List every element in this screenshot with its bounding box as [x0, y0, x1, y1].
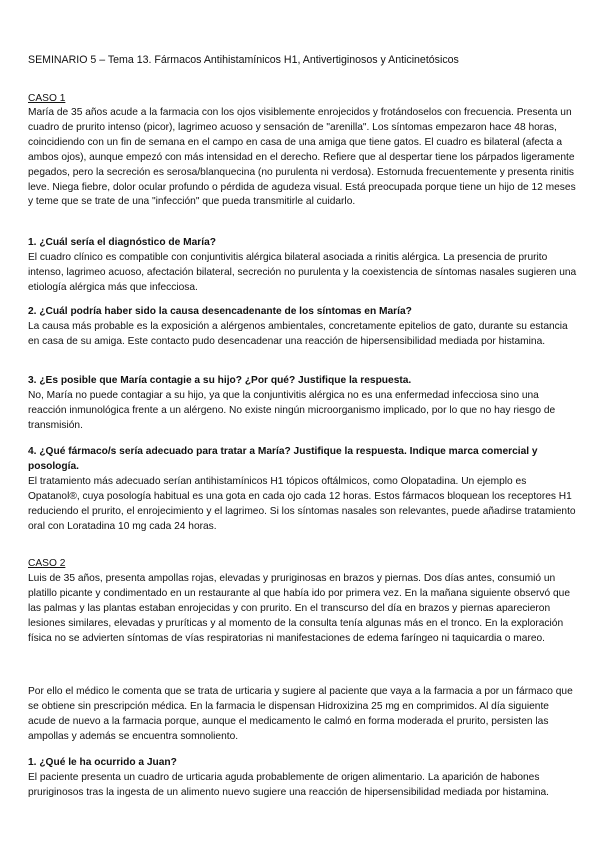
- case-1-heading: CASO 1: [28, 93, 66, 104]
- document-title: SEMINARIO 5 – Tema 13. Fármacos Antihistamínicos H1, Antivertiginosos y Anticinetósicos: [28, 54, 459, 66]
- case-2-heading: CASO 2: [28, 558, 66, 569]
- case-1-question-4: 4. ¿Qué fármaco/s sería adecuado para tratar a María? Justifique la respuesta. Indique marca comercial y posología.: [28, 446, 538, 472]
- case-2-intro-1: Luis de 35 años, presenta ampollas rojas, elevadas y pruriginosas en brazos y piernas. Dos días antes, consumió un platillo picante y condimentado en un restaurante al que había ido por primera vez. En la mañana siguiente observó que las palmas y las plantas estaban enrojecidas y con prurito. En el transcurso del día en brazos y piernas aparecieron lesiones similares, elevadas y pruríticas y al momento de la consulta tenía algunas más en el tronco. En la exploración física no se advierten síntomas de vías respiratorias ni manifestaciones de edema faríngeo ni taquicardia o mareo.: [28, 573, 570, 644]
- case-1-answer-1: El cuadro clínico es compatible con conjuntivitis alérgica bilateral asociada a rinitis alérgica. La presencia de prurito intenso, lagrimeo acuoso, afectación bilateral, secreción no purulenta y la coexistencia de síntomas nasales sugieren una etiología alérgica más que infecciosa.: [28, 252, 577, 293]
- case-1-question-1: 1. ¿Cuál sería el diagnóstico de María?: [28, 237, 216, 248]
- case-1-answer-3: No, María no puede contagiar a su hijo, ya que la conjuntivitis alérgica no es una enfermedad infecciosa sino una reacción inmunológica frente a un alérgeno. No existe ningún microorganismo implicado, por lo que no hay riesgo de transmisión.: [28, 390, 556, 431]
- case-1-answer-2: La causa más probable es la exposición a alérgenos ambientales, concretamente epitelios de gato, durante su estancia en casa de su amiga. Este contacto pudo desencadenar una reacción de hipersensibilidad mediada por histamina.: [28, 321, 568, 347]
- case-2-question-1: 1. ¿Qué le ha ocurrido a Juan?: [28, 757, 177, 768]
- case-1-question-2: 2. ¿Cuál podría haber sido la causa desencadenante de los síntomas en María?: [28, 306, 412, 317]
- case-1-answer-4: El tratamiento más adecuado serían antihistamínicos H1 tópicos oftálmicos, como Olopatadina. Un ejemplo es Opatanol®, cuya posología habitual es una gota en cada ojo cada 12 horas. Estos fármacos bloquean los receptores H1 reduciendo el prurito, el enrojecimiento y el lagrimeo. Si los síntomas nasales son relevantes, puede añadirse tratamiento oral con Loratadina 10 mg cada 24 horas.: [28, 476, 576, 532]
- case-1-question-3: 3. ¿Es posible que María contagie a su hijo? ¿Por qué? Justifique la respuesta.: [28, 375, 412, 386]
- case-2-intro-2: Por ello el médico le comenta que se trata de urticaria y sugiere al paciente que vaya a la farmacia a por un fármaco que se obtiene sin prescripción médica. En la farmacia le dispensan Hidroxizina 25 mg en comprimidos. Al día siguiente acude de nuevo a la farmacia porque, aunque el medicamento le calmó en forma moderada el prurito, persisten las ampollas y además se encuentra somnoliento.: [28, 686, 573, 742]
- case-2-answer-1: El paciente presenta un cuadro de urticaria aguda probablemente de origen alimentario. La aparición de habones pruriginosos tras la ingesta de un alimento nuevo sugiere una reacción de hipersensibilidad mediada por histamina.: [28, 772, 550, 798]
- case-1-intro: María de 35 años acude a la farmacia con los ojos visiblemente enrojecidos y frotándoselos con frecuencia. Presenta un cuadro de prurito intenso (picor), lagrimeo acuoso y sensación de "arenilla". Los síntomas empezaron hace 48 horas, coincidiendo con un fin de semana en el campo en casa de una amiga que tiene gatos. El cuadro es bilateral (afecta a ambos ojos), aunque empezó con más intensidad en el derecho. Refiere que al despertar tiene los párpados ligeramente pegados, pero la secreción es serosa/blanquecina (no purulenta ni verdosa). Estornuda frecuentemente y presenta rinitis leve. Niega fiebre, dolor ocular profundo o pérdida de agudeza visual. Está preocupada porque tiene un hijo de 12 meses y teme que se trate de una "infección" que pueda transmitirle al cuidarlo.: [28, 107, 576, 208]
